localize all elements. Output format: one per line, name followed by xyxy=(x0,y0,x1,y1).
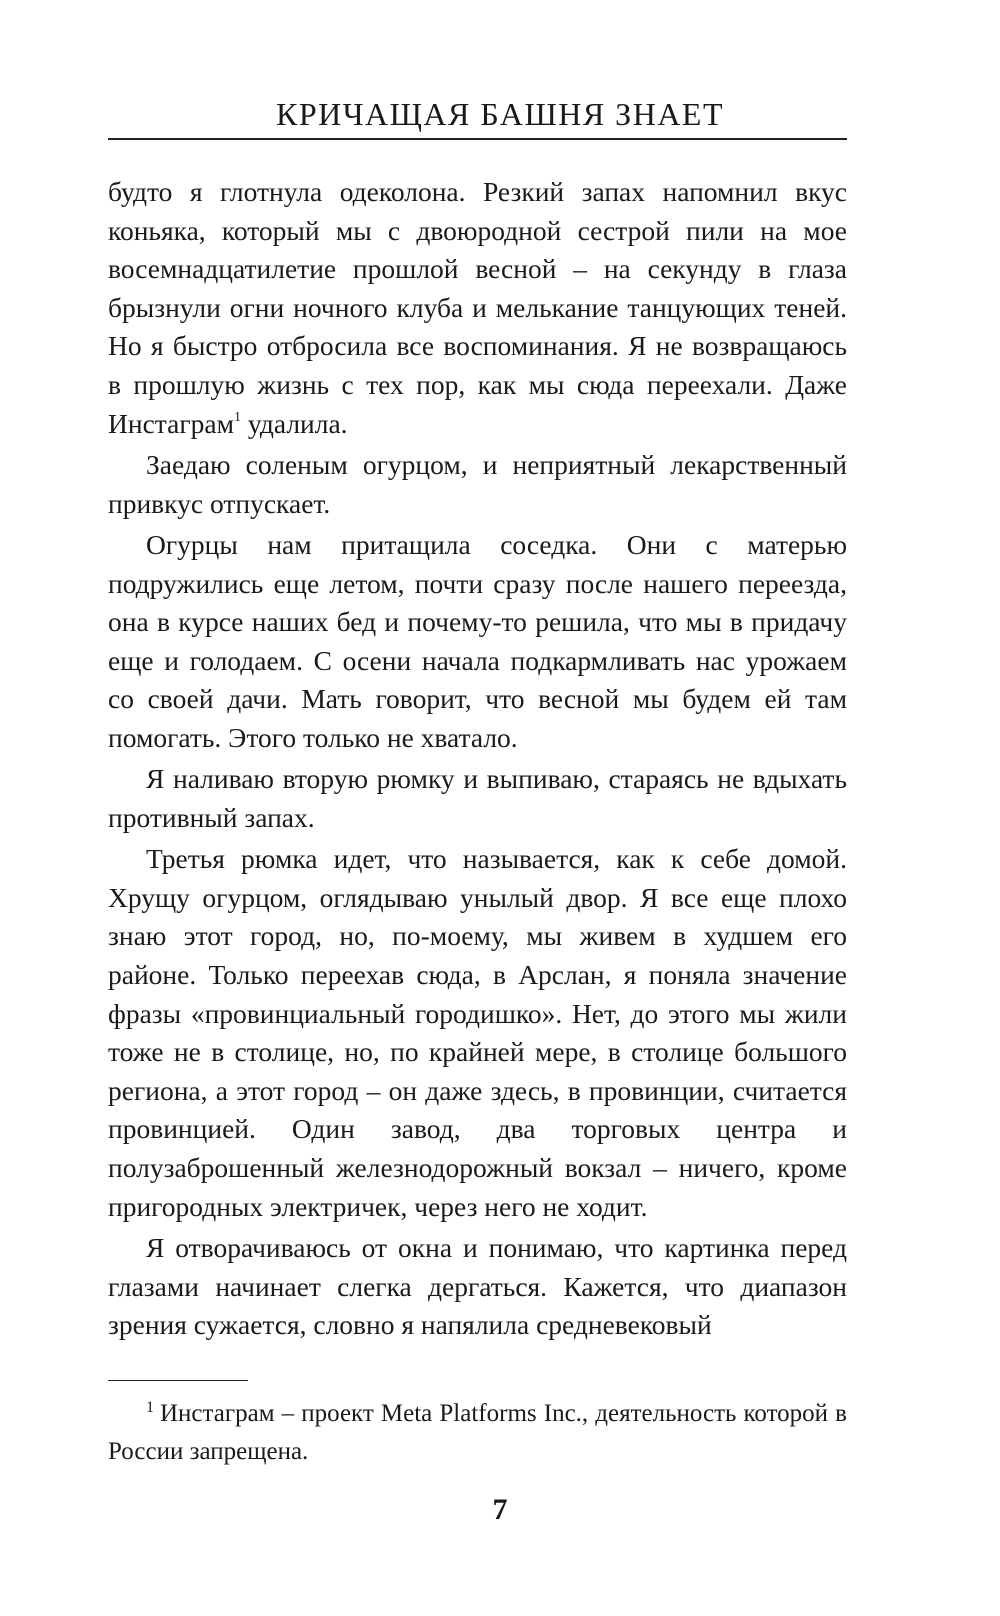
running-title: КРИЧАЩАЯ БАШНЯ ЗНАЕТ xyxy=(275,96,725,132)
paragraph-3: Огурцы нам притащила соседка. Они с матерью подружились еще летом, почти сразу после нашего переезда, она в курсе наших бед и почему-то решила, что мы в придачу еще и голодаем. С осени начала подкармливать нас урожаем со своей дачи. Мать говорит, что весной мы будем ей там помогать. Этого только не хватало. xyxy=(108,528,847,753)
paragraph-4: Я наливаю вторую рюмку и выпиваю, стараясь не вдыхать противный запах. xyxy=(108,763,847,833)
footnote-text: Инстаграм – проект Meta Platforms Inc., деятельность которой в России запрещена. xyxy=(108,1400,847,1465)
paragraph-2: Заедаю соленым огурцом, и неприятный лекарственный привкус отпускает. xyxy=(108,448,847,519)
paragraph-5: Третья рюмка идет, что называется, как к себе домой. Хрущу огурцом, оглядываю унылый двор. Я все еще плохо знаю этот город, но, по-моему, мы живем в худшем его районе. Только переехав сюда, в Арслан, я поняла значение фразы «провинциальный городишко». Нет, до этого мы жили тоже не в столице, но, по крайней мере, в столице большого региона, а этот город – он даже здесь, в провинции, считается провинцией. Один завод, два торговых центра и полузаброшенный железнодорожный вокзал – ничего, кроме пригородных электричек, через него не ходит. xyxy=(108,843,847,1222)
footnote-body xyxy=(108,1395,847,1471)
footnote-rule xyxy=(108,1380,248,1381)
footnote xyxy=(108,1395,847,1471)
page-number: 7 xyxy=(492,1493,508,1526)
paragraph-1-text-after-note: удалила. xyxy=(240,407,348,439)
paragraph-1-text-before-note: будто я глотнула одеколона. Резкий запах напомнил вкус коньяка, который мы с двоюродной сестрой пили на мое восемнадцатилетие прошлой весной – на секунду в глаза брызнули огни ночного клуба и мелькание танцующих теней. Но я быстро отбросила все воспоминания. Я не возвращаюсь в прошлую жизнь с тех пор, как мы сюда переехали. Даже Инстаграм xyxy=(108,176,847,439)
header-rule xyxy=(108,138,847,140)
paragraph-1 xyxy=(108,173,847,443)
paragraph-6: Я отворачиваюсь от окна и понимаю, что картинка перед глазами начинает слегка дергаться. Кажется, что диапазон зрения сужается, словно я напялила средневековый xyxy=(108,1232,847,1341)
footnote-reference[interactable]: 1 xyxy=(233,409,241,425)
body-text xyxy=(108,173,847,1348)
footnote-mark: 1 xyxy=(146,1399,154,1416)
